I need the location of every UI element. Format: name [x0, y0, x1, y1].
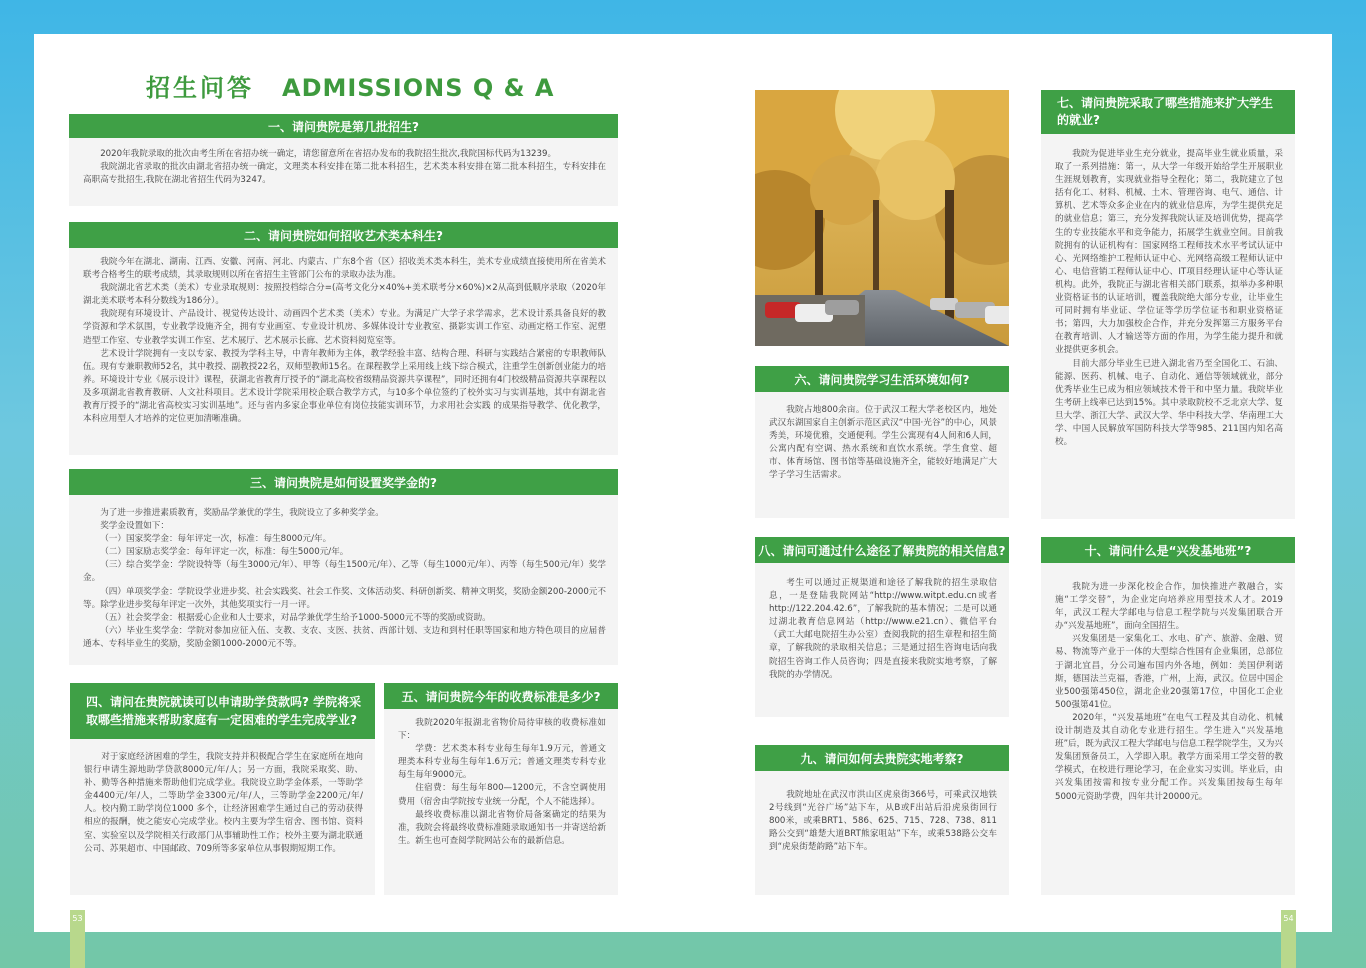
qa-box-8: [755, 537, 1009, 717]
qa-paragraph: 我院为促进毕业生充分就业，提高毕业生就业质量，采取了一系列措施：第一，从大学一年级开始给学生开展职业生涯规划教育，实现就业指导全程化；第二，我院建立了包括有化工、材料、机械、土木、管理咨询、电气、通信、计算机、艺术等众多企业在内的就业信息库，为学生提供充足的就业信息；第三，充分发挥我院认证及培训优势，提高学生的专业技能水平和竞争能力，拓展学生就业空间。目前我院拥有的认证机构有：国家网络工程师技术水平考试认证中心、光网络维护工程师认证中心、光网络高级工程师认证中心、电信营销工程师认证中心、IT项目经理认证中心等认证机构。此外，我院正与湖北省相关部门联系，拟举办多种职业资格证书的认证培训，覆盖我院绝大部分专业，让毕业生可同时拥有毕业证、学位证等学历学位证书和职业资格证书；第四，大力加强校企合作，并充分发挥第三方服务平台在教育培训、人才输送等方面的作用，为学生能力提升和就业提供更多机会。: [1055, 149, 1283, 356]
qa-heading-1: 一、请问贵院是第几批招生?: [69, 114, 618, 138]
campus-photo: [755, 90, 1009, 346]
qa-heading-5: 五、请问贵院今年的收费标准是多少?: [384, 683, 618, 709]
qa-answer-3: [83, 507, 606, 661]
qa-paragraph: 2020年，“兴发基地班”在电气工程及其自动化、机械设计制造及其自动化专业进行招生。学生进入“兴发基地班”后，既为武汉工程大学邮电与信息工程学院学生，又为兴发集团预备员工，入学即入职。教学方面采用工学交替的教学模式，在校进行理论学习，在企业实习实训。毕业后，由兴发集团按需和按专业分配工作。兴发集团按每生每年5000元资助学费，四年共计20000元。: [1055, 712, 1283, 802]
qa-paragraph: （一）国家奖学金：每年评定一次，标准：每生8000元/年。: [100, 534, 332, 545]
qa-paragraph: （二）国家励志奖学金：每年评定一次，标准：每生5000元/年。: [100, 547, 349, 558]
qa-paragraph: 我院2020年报湖北省物价局待审核的收费标准如下：: [398, 718, 606, 742]
qa-box-4: [70, 683, 375, 895]
qa-box-3: [69, 469, 618, 665]
qa-paragraph: 我院湖北省艺术类（美术）专业录取规则：按照投档综合分=(高考文化分×40%+美术联考分×60%)×2从高到低顺序录取（2020年湖北美术联考本科分数线为186分）。: [83, 283, 606, 307]
qa-box-9: [755, 745, 1009, 895]
qa-answer-1: [83, 148, 606, 202]
qa-paragraph: 奖学金设置如下：: [100, 521, 169, 532]
qa-paragraph: 我院占地800余亩。位于武汉工程大学老校区内，地处武汉东湖国家自主创新示范区武汉“中国·光谷”的中心，风景秀美，环境优雅，交通便利。学生公寓现有4人间和6人间，公寓内配有空调、热水系统和直饮水系统。学生食堂、超市、体育场馆、图书馆等基础设施齐全，能较好地满足广大学子学习生活需求。: [769, 405, 997, 481]
qa-paragraph: 最终收费标准以湖北省物价局备案确定的结果为准，我院会将最终收费标准随录取通知书一并寄送给新生。新生也可查阅学院网站公布的最新信息。: [398, 809, 606, 846]
qa-paragraph: 我院今年在湖北、湖南、江西、安徽、河南、河北、内蒙古、广东8个省（区）招收美术类本科生，美术专业成绩直接使用所在省美术联考合格考生的联考成绩，其录取规则以所在省招生主管部门公布的录取办法为准。: [83, 257, 606, 281]
qa-paragraph: （四）单项奖学金：学院设学业进步奖、社会实践奖、社会工作奖、文体活动奖、科研创新奖、精神文明奖，奖励金额200-2000元不等。除学业进步奖每年评定一次外，其他奖项实行一月一评。: [83, 586, 606, 610]
qa-heading-4: 四、请问在贵院就读可以申请助学贷款吗? 学院将采取哪些措施来帮助家庭有一定困难的学生完成学业?: [70, 683, 375, 739]
page-number-left: 53: [70, 910, 85, 968]
qa-answer-9: [769, 789, 997, 891]
qa-answer-8: [769, 577, 997, 713]
qa-answer-2: [83, 256, 606, 451]
qa-answer-5: [398, 717, 606, 891]
qa-heading-10: 十、请问什么是“兴发基地班”?: [1041, 537, 1295, 563]
qa-paragraph: 为了进一步推进素质教育，奖励品学兼优的学生，我院设立了多种奖学金。: [100, 508, 384, 518]
qa-paragraph: 兴发集团是一家集化工、水电、矿产、旅游、金融、贸易、物流等产业于一体的大型综合性国有企业集团，总部位于湖北宜昌，分公司遍布国内外各地，例如：美国伊利诺斯，德国法兰克福，香港，广州，上海，武汉。位居中国企业500强第450位，湖北企业20强第17位，中国化工企业500强第41位。: [1055, 634, 1283, 710]
page-title: [146, 68, 554, 103]
qa-paragraph: （三）综合奖学金：学院设特等（每生3000元/年）、甲等（每生1500元/年）、乙等（每生1000元/年）、丙等（每生500元/年）奖学金。: [83, 560, 606, 584]
qa-heading-7: 七、请问贵院采取了哪些措施来扩大学生的就业?: [1041, 90, 1295, 134]
qa-paragraph: （六）毕业生奖学金：学院对参加应征入伍、支教、支农、支医、扶贫、西部计划、支边和到村任职等国家和地方特色项目的应届普通本、专科毕业生的奖励，奖励金额1000-2000元不等。: [83, 625, 606, 649]
qa-paragraph: 对于家庭经济困难的学生，我院支持并积极配合学生在家庭所在地向银行申请生源地助学贷款8000元/年/人；另一方面，我院采取奖、助、补、勤等各种措施来帮助他们完成学业。我院设立助学金体系，一等助学金4400元/年/人，二等助学金3300元/年/人，三等助学金2200元/年/人。校内勤工助学岗位1000 多个，让经济困难学生通过自己的劳动获得相应的报酬，使之能安心完成学业。校内主要为学生宿舍、图书馆、资料室、实验室以及学院相关行政部门从事辅助性工作；校外主要为湖北联通公司、苏果超市、中国邮政、709所等多家单位从事假期短期工作。: [84, 752, 363, 854]
qa-heading-6: 六、请问贵院学习生活环境如何?: [755, 366, 1009, 392]
qa-paragraph: 2020年我院录取的批次由考生所在省招办统一确定，请您留意所在省招办发布的我院招生批次,我院国标代码为13239。: [100, 149, 557, 159]
qa-paragraph: 考生可以通过正规渠道和途径了解我院的招生录取信息，一是登陆我院网站“http://www.witpt.edu.cn或者http://122.204.42.6”，了解我院的基本情况；二是可以通过湖北教育信息网站（http://www.e21.cn）、微信平台（武工大邮电院招生办公室）查阅我院的招生章程和招生简章，了解我院的录取相关信息；三是通过招生咨询电话向我院招生咨询工作人员咨询；四是直接来我院实地考察，了解我院的办学情况。: [769, 578, 997, 680]
qa-box-6: [755, 366, 1009, 518]
qa-box-10: [1041, 537, 1295, 895]
qa-paragraph: 我院为进一步深化校企合作，加快推进产教融合，实施“工学交替”，为企业定向培养应用型技术人才。2019年，武汉工程大学邮电与信息工程学院与兴发集团联合开办“兴发基地班”，面向全国招生。: [1055, 582, 1283, 632]
qa-paragraph: 我院地址在武汉市洪山区虎泉街366号，可乘武汉地铁2号线到“光谷广场”站下车，从B或F出站后沿虎泉街回行800米，或乘BRT1、586、625、715、728、738、811路公交到“雄楚大道BRT熊家咀站”下车，或乘538路公交车到“虎泉街楚韵路”站下车。: [769, 790, 997, 853]
qa-heading-2: 二、请问贵院如何招收艺术类本科生?: [69, 222, 618, 248]
qa-answer-6: [769, 404, 997, 514]
qa-answer-7: [1055, 148, 1283, 515]
qa-paragraph: 我院现有环境设计、产品设计、视觉传达设计、动画四个艺术类（美术）专业。为满足广大学子求学需求，艺术设计系具备良好的教学资源和学术氛围，专业教学设施齐全，拥有专业画室、专业设计机房、多媒体设计专业教室、摄影实训工作室、动画定格工作室、泥塑造型工作室、专业教学实训工作室、艺术展厅、艺术展示长廊、艺术资料阅览室等。: [83, 309, 606, 346]
qa-heading-8: 八、请问可通过什么途径了解贵院的相关信息?: [755, 537, 1009, 563]
qa-paragraph: 学费：艺术类本科专业每生每年1.9万元，普通文理类本科专业每生每年1.6万元；普通文理类专科专业每生每年9000元。: [398, 744, 606, 781]
qa-paragraph: 目前大部分毕业生已进入湖北省乃至全国化工、石油、能源、医药、机械、电子、自动化、通信等领域就业，部分优秀毕业生已成为相应领域技术骨干和中坚力量。我院毕业生考研上线率已达到15%。其中录取院校不乏北京大学、复旦大学、浙江大学、武汉大学、华中科技大学、华南理工大学、中国人民解放军国防科技大学等985、211国内知名高校。: [1055, 358, 1283, 448]
qa-heading-9: 九、请问如何去贵院实地考察?: [755, 745, 1009, 771]
qa-box-7: [1041, 90, 1295, 519]
qa-heading-3: 三、请问贵院是如何设置奖学金的?: [69, 469, 618, 495]
qa-box-2: [69, 222, 618, 455]
qa-answer-10: [1055, 581, 1283, 891]
qa-paragraph: 艺术设计学院拥有一支以专家、教授为学科主导，中青年教师为主体，教学经验丰富、结构合理、科研与实践结合紧密的专职教师队伍。现有专兼职教师52名，其中教授、副教授22名，双师型教师15名。在课程教学上采用线上线下综合模式，注重学生创新创业能力的培养。环境设计专业《展示设计》课程，获湖北省教育厅授予的“湖北高校省级精品资源共享课程”，同时还拥有4门校级精品资源共享课程以及多项湖北省教育教研、人文社科项目。艺术设计学院采用校企联合教学方式，与10多个单位签约了校外实习与实训基地，其中有湖北省教育厅授予的“湖北省高校实习实训基地”。还与省内多家企事业单位有岗位技能实训环节，力求用社会实践 的成果指导教学、优化教学，本科应用型人才培养的定位更加清晰准确。: [83, 348, 606, 425]
title-en: ADMISSIONS Q & A: [282, 74, 555, 102]
title-cn: 招生问答: [146, 74, 254, 102]
qa-paragraph: 住宿费：每生每年800—1200元，不含空调使用费用（宿舍由学院按专业统一分配，个人不能选择）。: [398, 783, 606, 807]
qa-answer-4: [84, 751, 363, 891]
qa-box-1: [69, 114, 618, 206]
page-number-right: 54: [1281, 910, 1296, 968]
qa-paragraph: 我院湖北省录取的批次由湖北省招办统一确定，文理类本科安排在第二批本科招生，艺术类本科安排在第二批本科招生，专科安排在高职高专批招生,我院在湖北省招生代码为3247。: [83, 162, 606, 186]
qa-box-5: [384, 683, 618, 895]
qa-paragraph: （五）社会奖学金：根据爱心企业和人士要求，对品学兼优学生给予1000-5000元不等的奖励或资助。: [100, 612, 491, 623]
